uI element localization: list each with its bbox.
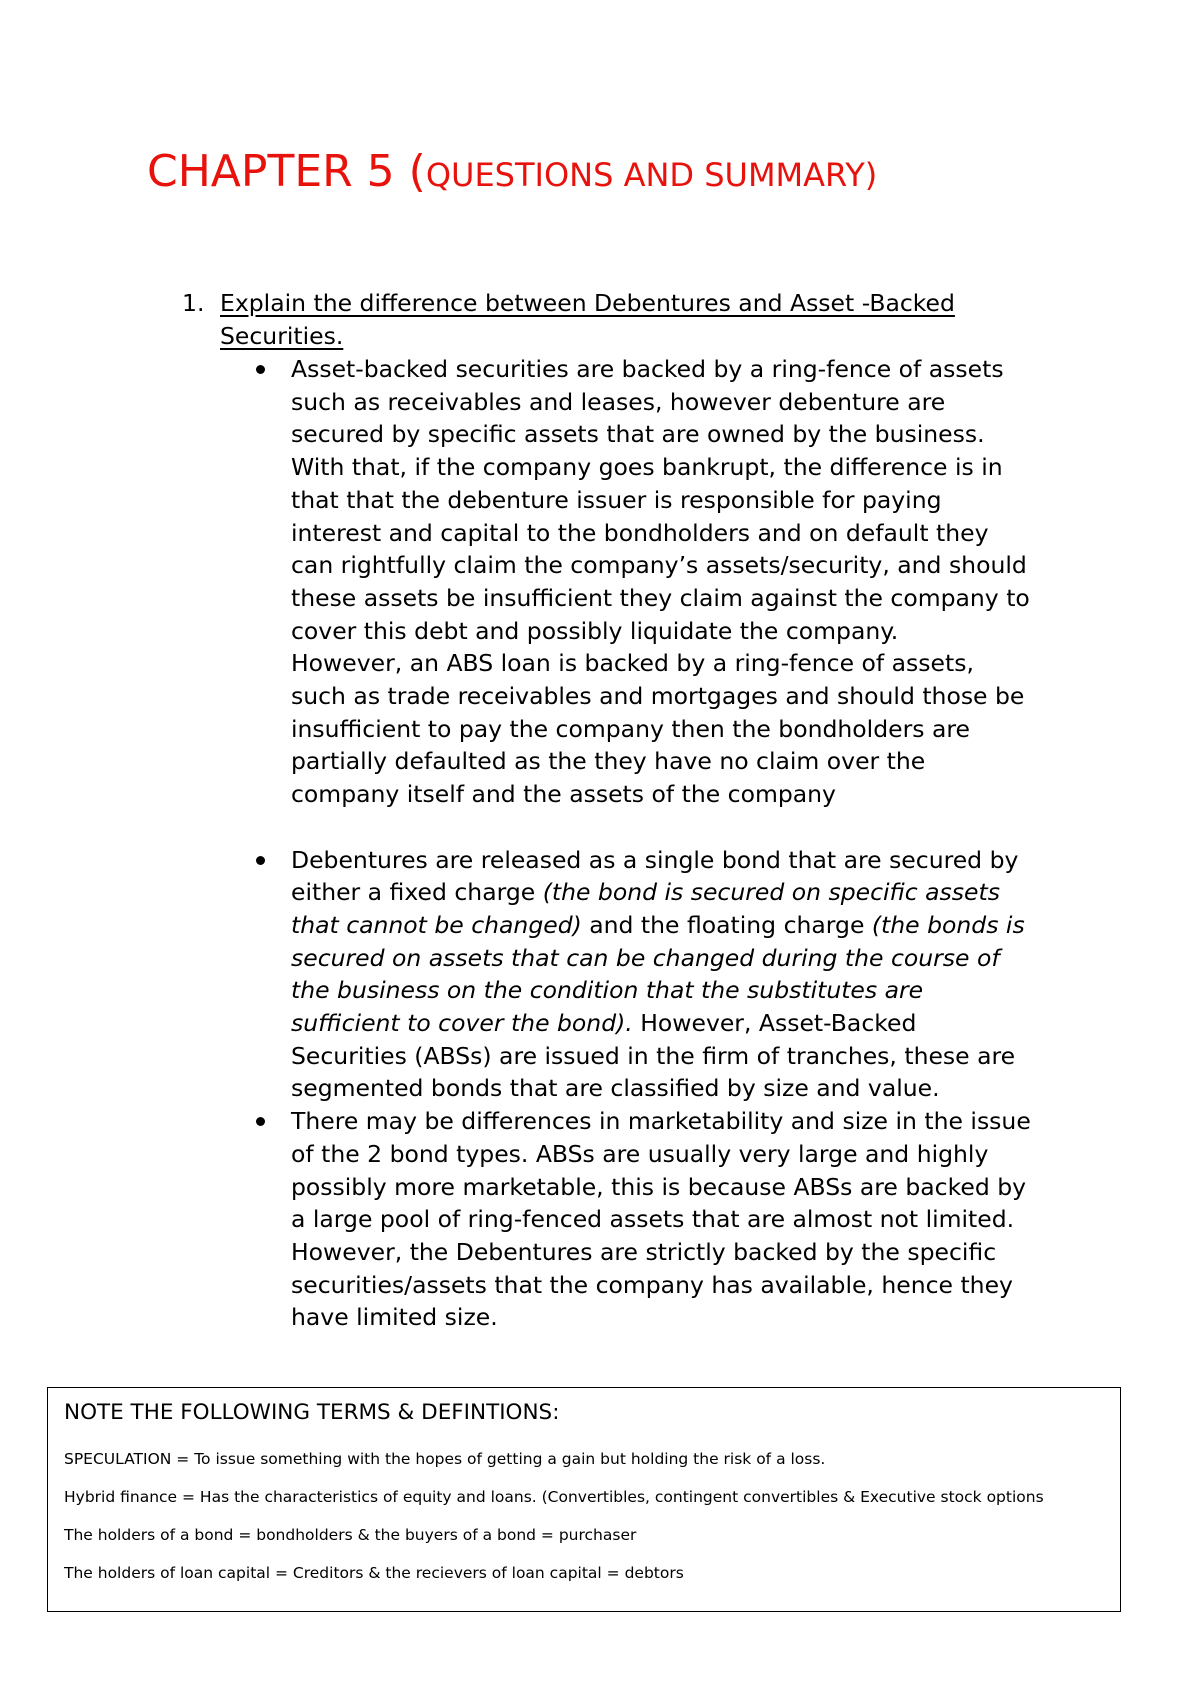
bullet-line: such as trade receivables and mortgages and should those be [291,682,1025,711]
bullet-text: and the floating charge [581,910,872,939]
bullet-item-abs-vs-debenture [291,353,1071,811]
chapter-heading-main: CHAPTER 5 ( [147,146,426,197]
bullet-icon [256,856,265,865]
bullet-line: There may be differences in marketability and size in the issue [291,1107,1031,1136]
bullet-line: With that, if the company goes bankrupt, the difference is in [291,453,1003,482]
bullet-line: have limited size. [291,1303,498,1332]
answer-bullet-list [291,353,1071,1334]
bullet-text: either a fixed charge [291,878,543,907]
question-1 [182,287,1002,352]
bullet-item-debenture-charges [291,844,1071,1106]
note-item-hybrid-finance: Hybrid finance = Has the characteristics of equity and loans. (Convertibles, contingent convertibles & Executive stock options [64,1488,1044,1506]
bullet-italic-text: (the bonds is [871,910,1025,939]
chapter-heading [147,146,878,197]
bullet-line [291,909,1071,942]
bullet-item-marketability [291,1105,1071,1334]
bullet-italic-text: (the bond is secured on specific assets [542,878,1000,907]
bullet-line: such as receivables and leases, however debenture are [291,387,946,416]
bullet-line: Securities (ABSs) are issued in the firm of tranches, these are [291,1041,1016,1070]
bullet-line: Asset-backed securities are backed by a ring-fence of assets [291,355,1004,383]
bullet-line: possibly more marketable, this is because ABSs are backed by [291,1172,1027,1201]
bullet-italic-text: sufficient to cover the bond). [291,1009,633,1038]
question-text [220,287,1002,352]
note-item-speculation: SPECULATION = To issue something with the hopes of getting a gain but holding the risk of a loss. [64,1450,826,1468]
bullet-line: can rightfully claim the company’s assets/security, and should [291,551,1027,580]
bullet-line: partially defaulted as the they have no claim over the [291,747,926,776]
question-line: Explain the difference between Debentures and Asset -Backed [220,289,955,317]
note-item-bond-holders: The holders of a bond = bondholders & the buyers of a bond = purchaser [64,1526,637,1544]
bullet-icon [256,365,265,374]
bullet-line: segmented bonds that are classified by size and value. [291,1074,940,1103]
bullet-line: securities/assets that the company has available, hence they [291,1270,1013,1299]
bullet-italic-text: that cannot be changed) [291,910,582,939]
bullet-line: these assets be insufficient they claim against the company to [291,583,1030,612]
bullet-line: company itself and the assets of the company [291,780,836,809]
bullet-italic-line: the business on the condition that the substitutes are [291,976,924,1005]
chapter-heading-sub: QUESTIONS AND SUMMARY) [425,156,878,194]
terms-definitions-box [47,1387,1121,1612]
bullet-line: However, the Debentures are strictly backed by the specific [291,1237,997,1266]
bullet-line: However, an ABS loan is backed by a ring-fence of assets, [291,649,974,678]
bullet-italic-line: secured on assets that can be changed during the course of [291,943,1000,972]
bullet-line: Debentures are released as a single bond that are secured by [291,845,1019,874]
bullet-line: of the 2 bond types. ABSs are usually very large and highly [291,1139,989,1168]
note-item-loan-capital: The holders of loan capital = Creditors & the recievers of loan capital = debtors [64,1564,684,1582]
note-title: NOTE THE FOLLOWING TERMS & DEFINTIONS: [64,1400,560,1425]
bullet-text: However, Asset-Backed [632,1009,917,1038]
bullet-line: secured by specific assets that are owned by the business. [291,420,985,449]
bullet-icon [256,1117,265,1126]
bullet-line: that that the debenture issuer is responsible for paying [291,485,942,514]
bullet-line: cover this debt and possibly liquidate the company. [291,616,899,645]
bullet-line [291,876,1071,909]
bullet-line: insufficient to pay the company then the bondholders are [291,714,970,743]
bullet-line: interest and capital to the bondholders and on default they [291,518,989,547]
question-number: 1. [182,289,205,317]
bullet-line: a large pool of ring-fenced assets that are almost not limited. [291,1205,1015,1234]
bullet-line [291,1007,1071,1040]
question-line: Securities. [220,321,344,350]
